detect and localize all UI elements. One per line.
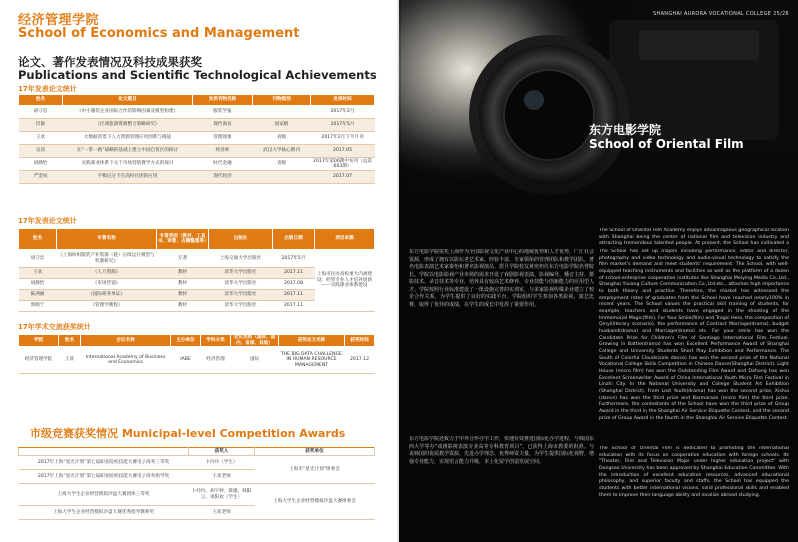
- books-cell: 上海交通大学出版社: [209, 250, 273, 268]
- books-cell: 2017.11: [273, 301, 315, 312]
- page-header: SHANGHAI AURORA VOCATIONAL COLLEGE 25/26: [653, 11, 789, 17]
- papers-cell: 2017年第06期中旬刊（总第663期）: [311, 158, 375, 171]
- papers-cell: 在“一带一路”战略的基础上建立中国自贸区的探讨: [63, 145, 193, 158]
- competition-cell: 卜玲玲、胡宇婷、蔡雄、韩阳云、项阳欢（学生）: [189, 484, 255, 506]
- books-cell: 胡守忠: [19, 250, 57, 268]
- papers-cell: 现代经济: [193, 171, 253, 184]
- international-paragraph-cn: 东方电影学院还致力于中外合作办学工作，快速有效推进国际化办学进程，与韩国东西大学等办“戏剧影视表演专业高等专科教育项目”，已获得上海市教委的批准。与说韩国的优质教学资源、先进办学理念、优秀师资力量，为学生提供国际化视野，增强专业能力，实现语言能力升级，本土化留学创造发展空间。: [409, 436, 594, 465]
- books-cell: 郭晓宁: [19, 301, 57, 312]
- competition-cell: 卜玲玲（学生）: [189, 456, 255, 470]
- papers-cell: 2017.07: [311, 171, 375, 184]
- books-cell: 《人力资源》: [57, 268, 157, 279]
- exchange-cell: 经济管理学院: [19, 347, 59, 374]
- books-cell: 清华大学出版社: [209, 279, 273, 290]
- exchange-header-row: [19, 335, 375, 347]
- books-header-cell: 专著类别（教材、工具书、译著、古籍整理等）: [157, 229, 209, 250]
- books-cell: 教材: [157, 279, 209, 290]
- papers-cell: 省级: [253, 132, 311, 145]
- books-cell: 陈洲丽: [19, 290, 57, 301]
- papers-cell: 实践课业体系下关于市场营销教学方式的探讨: [63, 158, 193, 171]
- exchange-cell: International Academy of Business and Economics: [81, 347, 171, 374]
- competition-heading: 市级竞赛获奖情况 Municipal-level Competition Awards: [30, 427, 346, 440]
- competition-header-cell: [19, 448, 189, 456]
- papers-cell: 严金凤: [19, 171, 63, 184]
- books-cell: 胡静怡: [19, 279, 57, 290]
- papers-cell: 《中小服装企业国际合作的影响因素及模型构建》: [63, 106, 193, 119]
- books-cell: 教材: [157, 301, 209, 312]
- exchange-table: [18, 334, 375, 374]
- exchange-header-cell: 会议类别（国际、国内、省部、其他）: [231, 335, 279, 347]
- competition-cell: 2017年上海“星光计划”第七届职业院校技能大赛电子商务三等奖: [19, 456, 189, 470]
- table-row: [19, 106, 375, 119]
- table-row: [19, 132, 375, 145]
- competition-cell: 上海市“星光计划”组委会: [255, 456, 375, 484]
- papers-cell: 2017年2月下半月刊: [311, 132, 375, 145]
- books-cell: 教材: [157, 268, 209, 279]
- books-header-cell: 出版日期: [273, 229, 315, 250]
- exchange-cell: 王欢: [59, 347, 81, 374]
- exchange-header-cell: 姓名: [59, 335, 81, 347]
- papers-header-cell: 论文题目: [63, 95, 193, 106]
- papers-cell: 时代金融: [193, 158, 253, 171]
- papers-cell: 平衡记分卡在高校社团的应用: [63, 171, 193, 184]
- papers-cell: [253, 171, 311, 184]
- table-row: [19, 158, 375, 171]
- books-cell: 《市场营销》: [57, 279, 157, 290]
- papers-cell: [253, 106, 311, 119]
- competition-header-row: [19, 448, 375, 456]
- international-paragraph-en: The School of Oriental Film is dedicated to promoting the international education with its focus on cooperative education with foreign schools. Its "Theater, Film and Television Major under higher education project" with Dongseo University has been approved by Shanghai Education Committee. With the introduction of excellent education resources, advanced educational philosophy, and superior faculty and staffs, the School has equipped the students with better international visions, solid professional skills and enabled them to improve their language ability and localize abroad studying.: [599, 446, 789, 498]
- exchange-header-cell: 获奖时间: [345, 335, 375, 347]
- books-project-source: 上海市民办高校重大内涵建设：经管专业人才培养创新——实践课业体系建设: [315, 250, 375, 312]
- papers-cell: 经济师: [193, 145, 253, 158]
- exchange-header-cell: 主办单位: [171, 335, 201, 347]
- papers-header-cell: 姓名: [19, 95, 63, 106]
- camera-photo: [399, 0, 798, 230]
- competition-cell: 2017年上海“星光计划”第七届职业院校技能大赛电子商务指导奖: [19, 470, 189, 484]
- exchange-cell: 国际: [231, 347, 279, 374]
- papers-cell: 2017.05: [311, 145, 375, 158]
- exchange-header-cell: 学院: [19, 335, 59, 347]
- books-cell: 《管理学教程》: [57, 301, 157, 312]
- papers-cell: 吴清: [19, 145, 63, 158]
- section-heading-en: Publications and Scientific Technological Achievements: [18, 68, 377, 82]
- books-cell: 清华大学出版社: [209, 301, 273, 312]
- table-row: [19, 171, 375, 184]
- papers-header-cell: 刊物级别: [253, 95, 311, 106]
- competition-cell: 上海大学生企业经营模拟沙盘大赛优秀指导教师奖: [19, 506, 189, 520]
- competition-header-cell: 获奖单位: [255, 448, 375, 456]
- right-page: [399, 0, 798, 542]
- table-row: [19, 250, 375, 268]
- exchange-header-cell: 学科分类: [201, 335, 231, 347]
- exchange-table-title: 17年学术交流获奖统计: [18, 323, 91, 331]
- film-school-title-en: School of Oriental Film: [589, 137, 744, 151]
- books-cell: 《国际商务单证》: [57, 290, 157, 301]
- books-cell: 王欢: [19, 268, 57, 279]
- books-header-cell: 姓名: [19, 229, 57, 250]
- papers-cell: 大数据背景下人力资源管理应用创新与挑战: [63, 132, 193, 145]
- books-header-row: [19, 229, 375, 250]
- books-cell: 教材: [157, 290, 209, 301]
- table-row: [19, 119, 375, 132]
- papers-cell: 国家级: [253, 119, 311, 132]
- books-cell: 清华大学出版社: [209, 290, 273, 301]
- books-cell: 专著: [157, 250, 209, 268]
- competition-header-cell: 获奖人: [189, 448, 255, 456]
- papers-cell: 管理现象: [193, 132, 253, 145]
- papers-cell: 省级: [253, 158, 311, 171]
- table-row: [19, 145, 375, 158]
- papers-cell: 2017年5月: [311, 119, 375, 132]
- majors-paragraph-en: The School has set up majors including performance, editor and director, photography and video technology and audio-visual technology to satisfy the film market's demand and meet students' requirement. The School, with well-equipped teaching instruments and facilities as well as the platform of a dozen of school-enterprise cooperation institutes like Shanghai Meiying Media Co.,Ltd., Shanghai Yixiang Culture Communication Co.,Ltd.etc., attaches high importance to both theory and practice. Therefore, the market has witnessed the employment rates of graduates from the School have reached nearly100% in recent years. The School values the practical skill training of students, for example, teachers and students have engaged in the shooting of the Immemorial Magic(film), For Your Smile(film) and Tragic Hero, the composition of Qinyi(literary scenario), the performance of Contract Marriage(drama), budget husband(drama) and Marriage(drama) etc. For your smile has won the Candidate Prize for Children's Film of Santiago International Film Festival. Growing in Battle(drama) has won Excellent Performance Award of Shanghai College and University Students Short Play Exhibition and Performance. The South of Colorful Clouds(solo dance) has won the second prize of the National Vocational College Skills Competition in Chinese Dance(Shanghai District). Light House (micro film) has won the Outstanding Film Award and Dahong has won Excellent Screenwriter Award of China International Youth Micro Film Festival in Linzhi City. In the National University and College Student Art Exhibition (Shanghai District), From Lost Youth(drama) has won the second prize, Xishui (dance) has won the third prize and Barmaraze (micro film) the third prize. Furthermore, the contestants of the School have won the third prize of Group Award in the third in the Shanghai Air Service Etiquette Contest, and the second prize of Group Award in the fourth in the Shanghai Air Service Etiquette Contest.: [599, 249, 789, 421]
- competition-cell: 王欢老师: [189, 470, 255, 484]
- papers-header-cell: 发表刊物名称: [193, 95, 253, 106]
- papers-table: [18, 94, 375, 184]
- film-school-title-cn: 东方电影学院: [589, 123, 662, 137]
- section-heading-cn: 论文、著作发表情况及科技成果获奖: [18, 55, 202, 69]
- competition-cell: 王欢老师: [189, 506, 255, 520]
- exchange-cell: 2017.12: [345, 347, 375, 374]
- table-row: [19, 456, 375, 470]
- papers-header-row: [19, 95, 375, 106]
- books-header-cell: 出版社: [209, 229, 273, 250]
- competition-cell: 上海大学生企业经营模拟沙盘大赛组委会: [255, 484, 375, 520]
- books-header-cell: 项目来源: [315, 229, 375, 250]
- books-header-cell: 专著名称: [57, 229, 157, 250]
- exchange-cell: IABE: [171, 347, 201, 374]
- papers-cell: 胡守忠: [19, 106, 63, 119]
- exchange-header-cell: 会议名称: [81, 335, 171, 347]
- papers-cell: 武汉大学核心期刊: [253, 145, 311, 158]
- exchange-header-cell: 获奖论文名称: [279, 335, 345, 347]
- books-cell: 2017.11: [273, 268, 315, 279]
- papers-cell: 现代商业: [193, 119, 253, 132]
- books-table: [18, 228, 375, 312]
- intro-paragraph-en: The School of Oriental Film Academy enjoys advantageous geographical location with Shanghai being the center of national film and television industry and attracting tremendous talented people. At present, the School has cultivated a: [599, 228, 789, 247]
- books-table-title: 17年发表论文统计: [18, 217, 77, 225]
- papers-header-cell: 发表时间: [311, 95, 375, 106]
- school-heading-cn: 经济管理学院: [18, 13, 100, 28]
- books-cell: 2017年5月: [273, 250, 315, 268]
- books-cell: 2017.08: [273, 279, 315, 290]
- papers-cell: 《区域旅游资源整合策略研究》: [63, 119, 193, 132]
- competition-cell: 上海大学生企业经营模拟沙盘大赛团体三等奖: [19, 484, 189, 506]
- papers-cell: 胡静怡: [19, 158, 63, 171]
- papers-cell: 王欢: [19, 132, 63, 145]
- papers-table-title: 17年发表论文统计: [18, 85, 77, 93]
- papers-cell: 臣敏: [19, 119, 63, 132]
- books-cell: 2017.11: [273, 290, 315, 301]
- books-cell: 《上海纺织服装产业集群（链）后续运行模型与机制研究》: [57, 250, 157, 268]
- papers-cell: 服装学报: [193, 106, 253, 119]
- books-cell: 清华大学出版社: [209, 268, 273, 279]
- exchange-cell: THE BIG DATA CHALLENGE IN HUMAN RESOURCE MANAGEMENT: [279, 347, 345, 374]
- book-spine: [397, 0, 401, 542]
- table-row: [19, 347, 375, 374]
- competition-table: [18, 447, 375, 520]
- intro-paragraph-cn: 东方电影学院依托上海作为全国影视文化产业中心的地域优势和人才优势，广汇社会资源，形成了拥有以影坛老艺术家、经验丰富、专家领衔的管理团队和教学团队，著名电影表演艺术家秦怡和著名影视演员、震旦学院校友黄奕担任东方电影学院名誉院长。学院以电影影视产业市场的需求开设了戏剧影视表演、影视编导、播音主持、摄影技术、录音技术等专业，培养具有较高艺术修养、专业技能与创新能力的应用型人才。学院按照行业标准建设了一批设施完善的实训室，与多家影视传媒企业建立了校企合作关系，为学生提供了良好的实践平台。学院组织学生参加各类影视、演艺比赛，取得了优异的成绩，在学生的成长中发挥了重要作用。: [409, 249, 594, 308]
- school-heading-en: School of Economics and Management: [18, 26, 300, 41]
- exchange-cell: 经济管理: [201, 347, 231, 374]
- table-row: [19, 484, 375, 506]
- papers-cell: 2017年2月: [311, 106, 375, 119]
